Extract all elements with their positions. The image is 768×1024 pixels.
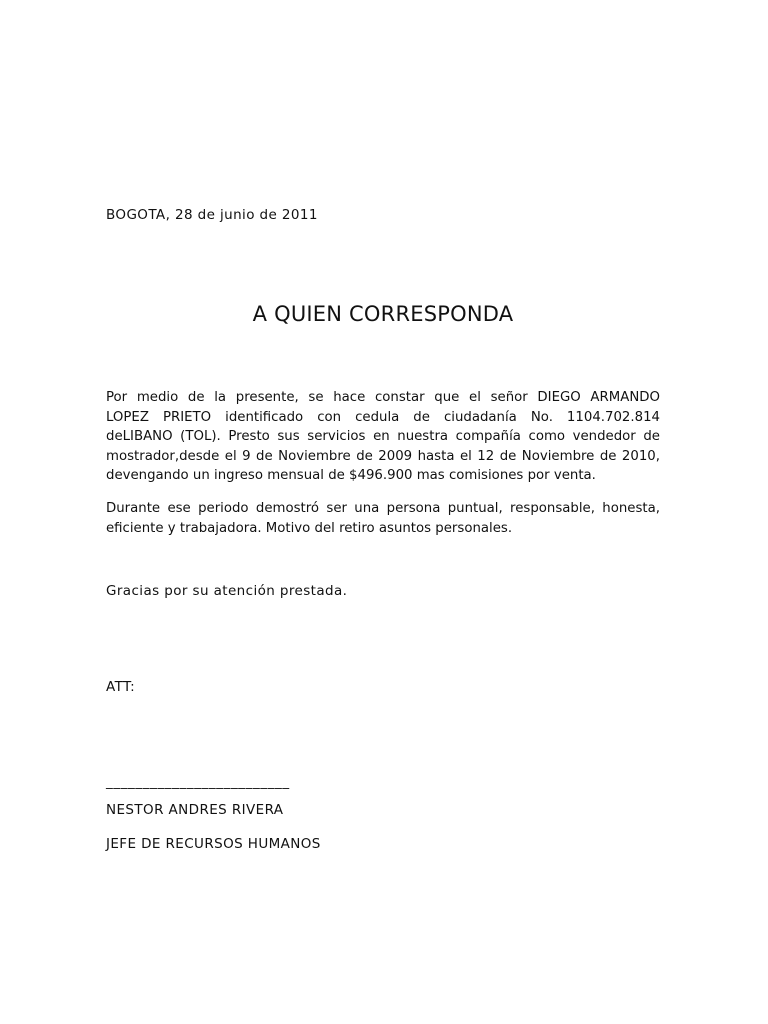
paragraph-line: Por medio de la presente, se hace constar que el señor DIEGO ARMANDO: [106, 390, 660, 405]
signer-name: NESTOR ANDRES RIVERA: [106, 802, 284, 818]
date-line: BOGOTA, 28 de junio de 2011: [106, 207, 318, 223]
paragraph-line: mostrador,desde el 9 de Noviembre de 2009 hasta el 12 de Noviembre de 2010,: [106, 448, 660, 464]
signature-line: _________________________: [106, 774, 290, 790]
letter-title: A QUIEN CORRESPONDA: [252, 302, 514, 326]
signer-role: JEFE DE RECURSOS HUMANOS: [106, 836, 321, 852]
paragraph-line: eficiente y trabajadora. Motivo del retiro asuntos personales.: [106, 520, 513, 536]
att-label: ATT:: [106, 679, 136, 695]
paragraph-line: Durante ese periodo demostró ser una persona puntual, responsable, honesta,: [106, 501, 660, 516]
paragraph-line: deLIBANO (TOL). Presto sus servicios en nuestra compañía como vendedor de: [106, 429, 660, 444]
paragraph-line: devengando un ingreso mensual de $496.900 mas comisiones por venta.: [106, 468, 596, 483]
body-paragraph-1: [106, 388, 660, 486]
body-paragraph-2: [106, 499, 660, 538]
closing-text: Gracias por su atención prestada.: [106, 583, 348, 599]
paragraph-line: LOPEZ PRIETO identificado con cedula de ciudadanía No. 1104.702.814: [106, 409, 660, 425]
